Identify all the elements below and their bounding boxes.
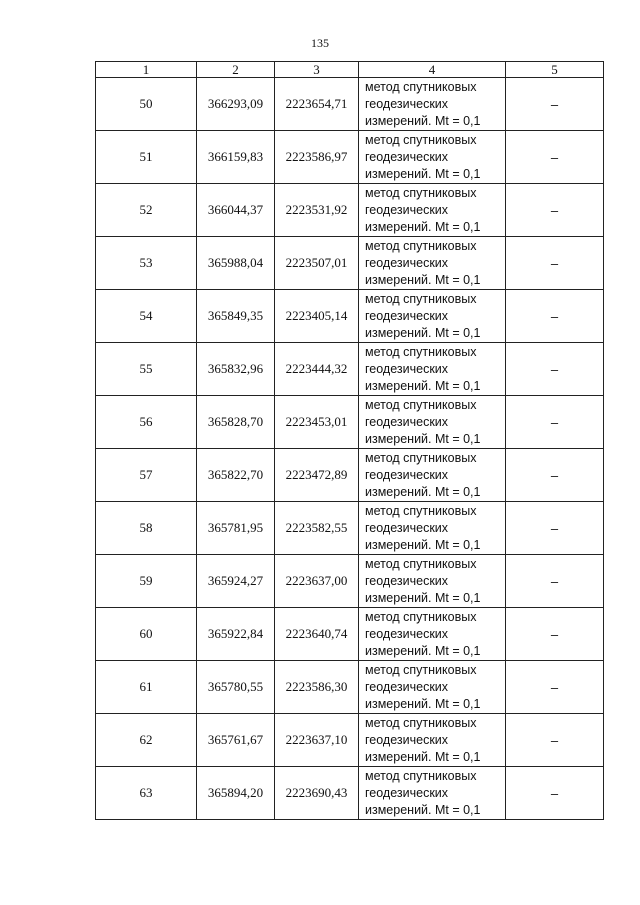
table-row: [96, 608, 604, 661]
method-cell: метод спутниковых геодезических измерений. Mt = 0,1: [359, 767, 506, 820]
method-cell: метод спутниковых геодезических измерений. Mt = 0,1: [359, 608, 506, 661]
column-header-1: 1: [96, 62, 197, 78]
table-row: [96, 555, 604, 608]
point-number-cell: 54: [96, 290, 197, 343]
table-row: [96, 78, 604, 131]
y-coordinate-cell: 2223405,14: [275, 290, 359, 343]
note-cell: –: [506, 714, 604, 767]
x-coordinate-cell: 366159,83: [197, 131, 275, 184]
x-coordinate-cell: 366293,09: [197, 78, 275, 131]
y-coordinate-cell: 2223531,92: [275, 184, 359, 237]
note-cell: –: [506, 767, 604, 820]
method-cell: метод спутниковых геодезических измерений. Mt = 0,1: [359, 555, 506, 608]
table-row: [96, 343, 604, 396]
coordinates-table: [95, 61, 604, 820]
x-coordinate-cell: 365988,04: [197, 237, 275, 290]
table-row: [96, 237, 604, 290]
y-coordinate-cell: 2223472,89: [275, 449, 359, 502]
method-cell: метод спутниковых геодезических измерений. Mt = 0,1: [359, 714, 506, 767]
x-coordinate-cell: 366044,37: [197, 184, 275, 237]
column-header-5: 5: [506, 62, 604, 78]
point-number-cell: 56: [96, 396, 197, 449]
y-coordinate-cell: 2223654,71: [275, 78, 359, 131]
point-number-cell: 51: [96, 131, 197, 184]
note-cell: –: [506, 449, 604, 502]
y-coordinate-cell: 2223586,97: [275, 131, 359, 184]
y-coordinate-cell: 2223444,32: [275, 343, 359, 396]
note-cell: –: [506, 131, 604, 184]
x-coordinate-cell: 365761,67: [197, 714, 275, 767]
x-coordinate-cell: 365781,95: [197, 502, 275, 555]
x-coordinate-cell: 365849,35: [197, 290, 275, 343]
table-row: [96, 714, 604, 767]
point-number-cell: 58: [96, 502, 197, 555]
note-cell: –: [506, 343, 604, 396]
y-coordinate-cell: 2223582,55: [275, 502, 359, 555]
table-row: [96, 449, 604, 502]
point-number-cell: 50: [96, 78, 197, 131]
note-cell: –: [506, 78, 604, 131]
note-cell: –: [506, 290, 604, 343]
table-row: [96, 502, 604, 555]
point-number-cell: 62: [96, 714, 197, 767]
method-cell: метод спутниковых геодезических измерений. Mt = 0,1: [359, 449, 506, 502]
y-coordinate-cell: 2223507,01: [275, 237, 359, 290]
point-number-cell: 59: [96, 555, 197, 608]
method-cell: метод спутниковых геодезических измерений. Mt = 0,1: [359, 290, 506, 343]
note-cell: –: [506, 237, 604, 290]
x-coordinate-cell: 365922,84: [197, 608, 275, 661]
point-number-cell: 53: [96, 237, 197, 290]
y-coordinate-cell: 2223640,74: [275, 608, 359, 661]
x-coordinate-cell: 365894,20: [197, 767, 275, 820]
method-cell: метод спутниковых геодезических измерений. Mt = 0,1: [359, 131, 506, 184]
method-cell: метод спутниковых геодезических измерений. Mt = 0,1: [359, 78, 506, 131]
note-cell: –: [506, 555, 604, 608]
x-coordinate-cell: 365828,70: [197, 396, 275, 449]
y-coordinate-cell: 2223637,00: [275, 555, 359, 608]
method-cell: метод спутниковых геодезических измерений. Mt = 0,1: [359, 661, 506, 714]
point-number-cell: 60: [96, 608, 197, 661]
column-header-2: 2: [197, 62, 275, 78]
point-number-cell: 57: [96, 449, 197, 502]
header-row: [96, 62, 604, 78]
column-header-4: 4: [359, 62, 506, 78]
method-cell: метод спутниковых геодезических измерений. Mt = 0,1: [359, 237, 506, 290]
y-coordinate-cell: 2223453,01: [275, 396, 359, 449]
note-cell: –: [506, 502, 604, 555]
point-number-cell: 55: [96, 343, 197, 396]
method-cell: метод спутниковых геодезических измерений. Mt = 0,1: [359, 343, 506, 396]
y-coordinate-cell: 2223690,43: [275, 767, 359, 820]
x-coordinate-cell: 365832,96: [197, 343, 275, 396]
method-cell: метод спутниковых геодезических измерений. Mt = 0,1: [359, 184, 506, 237]
table-row: [96, 396, 604, 449]
point-number-cell: 63: [96, 767, 197, 820]
y-coordinate-cell: 2223637,10: [275, 714, 359, 767]
point-number-cell: 52: [96, 184, 197, 237]
table-row: [96, 131, 604, 184]
table-row: [96, 290, 604, 343]
x-coordinate-cell: 365924,27: [197, 555, 275, 608]
x-coordinate-cell: 365822,70: [197, 449, 275, 502]
x-coordinate-cell: 365780,55: [197, 661, 275, 714]
table-body: [96, 78, 604, 820]
point-number-cell: 61: [96, 661, 197, 714]
table-row: [96, 661, 604, 714]
table-header: [96, 62, 604, 78]
table-row: [96, 184, 604, 237]
y-coordinate-cell: 2223586,30: [275, 661, 359, 714]
column-header-3: 3: [275, 62, 359, 78]
method-cell: метод спутниковых геодезических измерений. Mt = 0,1: [359, 396, 506, 449]
note-cell: –: [506, 608, 604, 661]
table-row: [96, 767, 604, 820]
note-cell: –: [506, 184, 604, 237]
note-cell: –: [506, 396, 604, 449]
page-number: 135: [311, 36, 329, 50]
note-cell: –: [506, 661, 604, 714]
method-cell: метод спутниковых геодезических измерений. Mt = 0,1: [359, 502, 506, 555]
